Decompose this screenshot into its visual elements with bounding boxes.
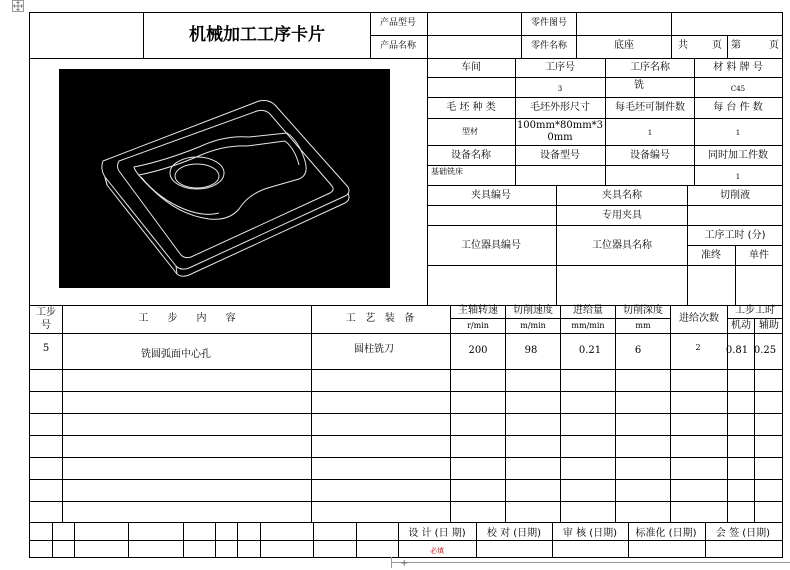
step-depth-cell[interactable]: 6: [634, 345, 642, 356]
col-content-header: 工 步 内 容: [138, 313, 236, 324]
part-name-label: 零件名称: [530, 41, 568, 51]
col-spindle-unit: r/min: [467, 321, 489, 330]
col-equipment-header: 工 艺 装 备: [345, 313, 415, 324]
simul-label: 同时加工件数: [708, 150, 768, 161]
part-drawing-no-label: 零件图号: [530, 18, 568, 28]
col-spindle-header: 主轴转速: [458, 305, 498, 316]
blank-size-value-line1[interactable]: 100mm*80mm*3: [516, 120, 604, 131]
total-label: 共: [678, 40, 688, 51]
step-speed-cell[interactable]: 98: [524, 345, 538, 356]
standardize-label: 标准化 (日期): [635, 528, 697, 539]
special-fixture-value[interactable]: 专用夹具: [602, 210, 642, 221]
nth-label: 第: [731, 40, 741, 51]
product-model-label: 产品型号: [379, 18, 417, 28]
step-machine-time-cell[interactable]: 0.81: [725, 345, 749, 356]
required-note: 必填: [430, 547, 444, 555]
check-label: 校 对 (日期): [486, 528, 542, 539]
blank-size-value-line2[interactable]: 0mm: [547, 132, 573, 143]
col-passes-header: 进给次数: [679, 313, 719, 324]
station-no-label: 工位器具编号: [461, 240, 521, 251]
equip-model-label: 设备型号: [540, 150, 580, 161]
per-unit-value[interactable]: 1: [735, 129, 741, 137]
per-unit-label: 每 台 件 数: [713, 102, 763, 113]
col-step-no-line2: 号: [41, 320, 51, 331]
step-aux-time-cell[interactable]: 0.25: [753, 345, 777, 356]
part-name-value[interactable]: 底座: [614, 40, 634, 51]
product-name-label: 产品名称: [379, 41, 417, 51]
process-name-value[interactable]: 铣: [634, 80, 644, 91]
material-value[interactable]: C45: [730, 85, 746, 93]
step-no-cell[interactable]: 5: [42, 343, 50, 354]
per-blank-label: 每毛坯可制件数: [615, 102, 685, 113]
fixture-no-label: 夹具编号: [471, 190, 511, 201]
equip-name-label: 设备名称: [451, 150, 491, 161]
col-depth-header: 切削深度: [623, 305, 663, 316]
step-feed-cell[interactable]: 0.21: [578, 345, 602, 356]
review-label: 审 核 (日期): [562, 528, 618, 539]
single-time-label: 单件: [749, 250, 769, 261]
col-speed-unit: m/min: [520, 321, 546, 330]
fixture-name-label: 夹具名称: [602, 190, 642, 201]
material-label: 材 料 牌 号: [713, 62, 763, 73]
process-no-label: 工序号: [545, 62, 575, 73]
simul-value[interactable]: 1: [735, 173, 741, 181]
blank-type-label: 毛 坯 种 类: [446, 102, 496, 113]
blank-type-value[interactable]: 型材: [462, 127, 478, 136]
col-feed-unit: mm/min: [571, 321, 605, 330]
col-step-no-line1: 工步: [36, 307, 56, 318]
part-sketch: [59, 69, 390, 288]
process-time-label: 工序工时 (分): [704, 230, 766, 241]
station-name-label: 工位器具名称: [592, 240, 652, 251]
part-drawing: [59, 69, 390, 288]
col-feed-header: 进给量: [573, 305, 603, 316]
workshop-label: 车间: [461, 62, 481, 73]
equip-name-value[interactable]: 基础铣床: [431, 167, 463, 176]
blank-size-label: 毛坯外形尺寸: [530, 102, 590, 113]
card-title: 机械加工工序卡片: [189, 25, 325, 45]
col-hours-header: 工步工时: [735, 305, 775, 316]
process-name-label: 工序名称: [630, 62, 670, 73]
page-label-2: 页: [769, 40, 779, 51]
per-blank-value[interactable]: 1: [647, 129, 653, 137]
step-passes-cell[interactable]: 2: [695, 343, 701, 352]
col-depth-unit: mm: [635, 321, 651, 330]
countersign-label: 会 签 (日期): [715, 528, 771, 539]
process-no-value[interactable]: 3: [557, 85, 563, 93]
step-equipment-cell[interactable]: 圆柱铣刀: [354, 344, 394, 355]
col-machine-time-header: 机动: [731, 320, 751, 331]
add-row-icon[interactable]: +: [400, 558, 409, 569]
step-content-cell[interactable]: 铣圆弧面中心孔: [141, 349, 211, 360]
col-aux-time-header: 辅助: [759, 320, 779, 331]
col-speed-header: 切削速度: [513, 305, 553, 316]
step-spindle-cell[interactable]: 200: [468, 345, 488, 356]
prep-time-label: 准终: [701, 250, 721, 261]
page-label-1: 页: [712, 40, 722, 51]
coolant-label: 切削液: [720, 190, 750, 201]
equip-no-label: 设备编号: [630, 150, 670, 161]
design-label: 设 计 (日 期): [408, 528, 466, 539]
